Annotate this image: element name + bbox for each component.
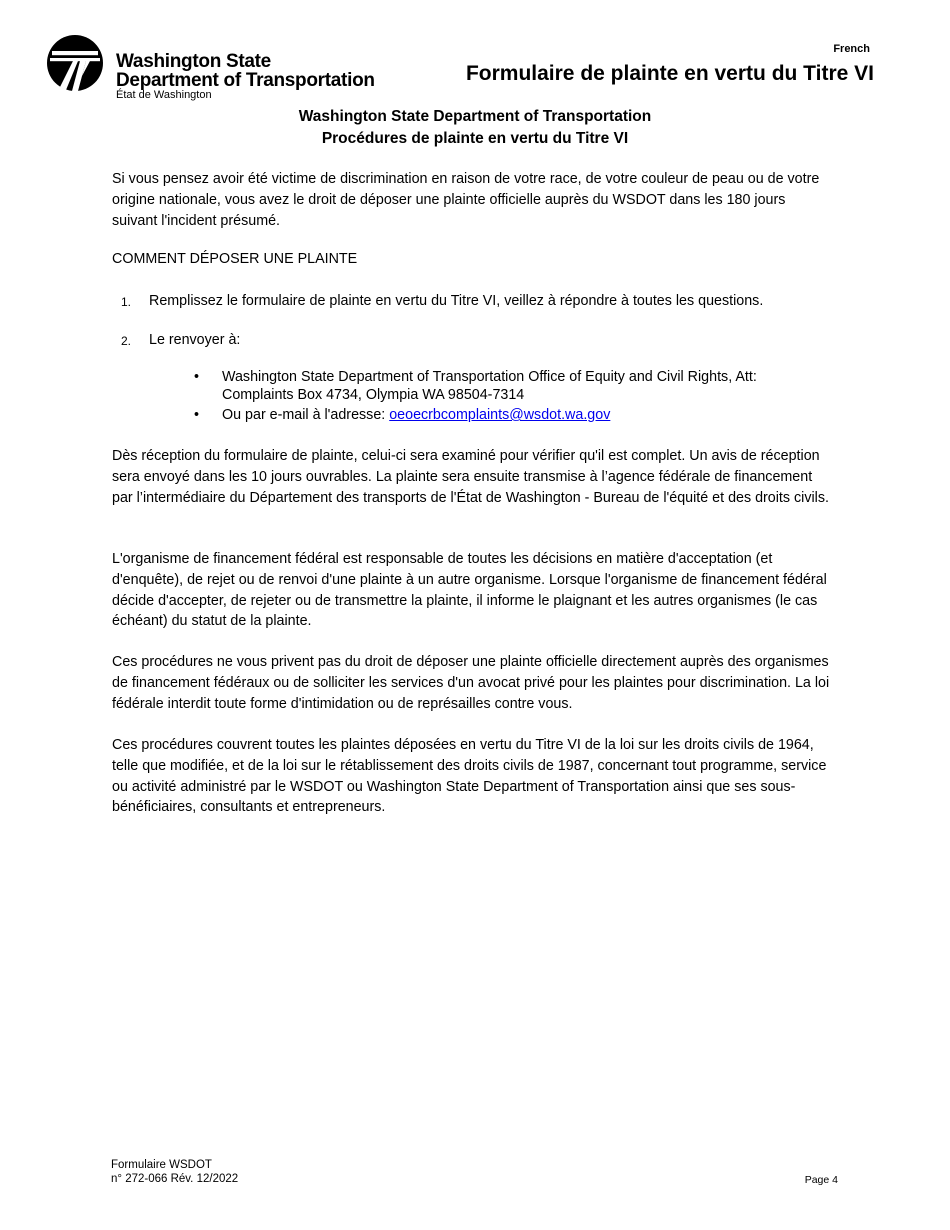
logo-subtitle: État de Washington xyxy=(116,89,212,101)
logo-line-1: Washington State xyxy=(116,51,271,72)
mail-address-line-2: Complaints Box 4734, Olympia WA 98504-7314 xyxy=(222,387,525,403)
heading-line-2: Procédures de plainte en vertu du Titre VI xyxy=(321,130,629,147)
step-number: 1. xyxy=(121,295,132,309)
footer-form-name: Formulaire WSDOT xyxy=(111,1159,212,1171)
funding-paragraph: L'organisme de financement fédéral est responsable de toutes les décisions en matière d'acceptation (et d'enquête), de rejet ou de renvoi d'une plainte à un autre organisme. Lorsque l'organisme de financement fédéral décide d'accepter, de rejeter ou de transmettre la plainte, il informe le plaignant et les autres organismes (le cas échéant) du statut de la plainte. xyxy=(112,551,827,630)
step-text: Le renvoyer à: xyxy=(149,332,241,348)
wsdot-emblem-icon xyxy=(46,34,104,92)
mail-address-line-1: Washington State Department of Transportation Office of Equity and Civil Rights, Att: xyxy=(222,369,757,385)
step-number: 2. xyxy=(121,334,132,348)
page-number: Page 4 xyxy=(804,1174,838,1186)
footer-form-number: n° 272-066 Rév. 12/2022 xyxy=(111,1173,239,1185)
form-title: Formulaire de plainte en vertu du Titre VI xyxy=(465,62,874,85)
step-text: Remplissez le formulaire de plainte en vertu du Titre VI, veillez à répondre à toutes les questions. xyxy=(149,293,764,309)
bullet-icon: • xyxy=(194,407,200,423)
procedures-paragraph: Ces procédures ne vous privent pas du droit de déposer une plainte officielle directement auprès des organismes de financement fédéraux ou de solliciter les services d'un avocat privé pour les plaintes pour discrimination. La loi fédérale interdit toute forme d'intimidation ou de représailles contre vous. xyxy=(112,654,830,712)
heading-line-1: Washington State Department of Transportation xyxy=(298,108,652,125)
logo-line-2: Department of Transportation xyxy=(116,70,375,91)
email-prefix: Ou par e-mail à l'adresse: xyxy=(222,407,390,423)
language-label: French xyxy=(833,43,870,55)
coverage-paragraph: Ces procédures couvrent toutes les plaintes déposées en vertu du Titre VI de la loi sur les droits civils de 1964, telle que modifiée, et de la loi sur le rétablissement des droits civils de 1987, concernant tout programme, service ou activité administré par le WSDOT ou Washington State Department of Transportation ainsi que ses sous-bénéficiaires, consultants et entrepreneurs. xyxy=(112,737,827,816)
footer-form-info xyxy=(111,1158,238,1186)
intro-paragraph: Si vous pensez avoir été victime de discrimination en raison de votre race, de votre couleur de peau ou de votre origine nationale, vous avez le droit de déposer une plainte officielle auprès du WSDOT dans les 180 jours suivant l'incident présumé. xyxy=(112,171,820,229)
bullet-icon: • xyxy=(194,369,200,385)
wsdot-logo xyxy=(46,34,406,106)
email-link[interactable]: oeoecrbcomplaints@wsdot.wa.gov xyxy=(389,407,611,423)
reception-paragraph: Dès réception du formulaire de plainte, celui-ci sera examiné pour vérifier qu'il est complet. Un avis de réception sera envoyé dans les 10 jours ouvrables. La plainte sera ensuite transmise à l’agence fédérale de financement par l’intermédiaire du Département des transports de l'État de Washington - Bureau de l'équité et des droits civils. xyxy=(112,448,829,506)
how-to-label: COMMENT DÉPOSER UNE PLAINTE xyxy=(112,251,358,267)
document-heading xyxy=(0,106,950,150)
